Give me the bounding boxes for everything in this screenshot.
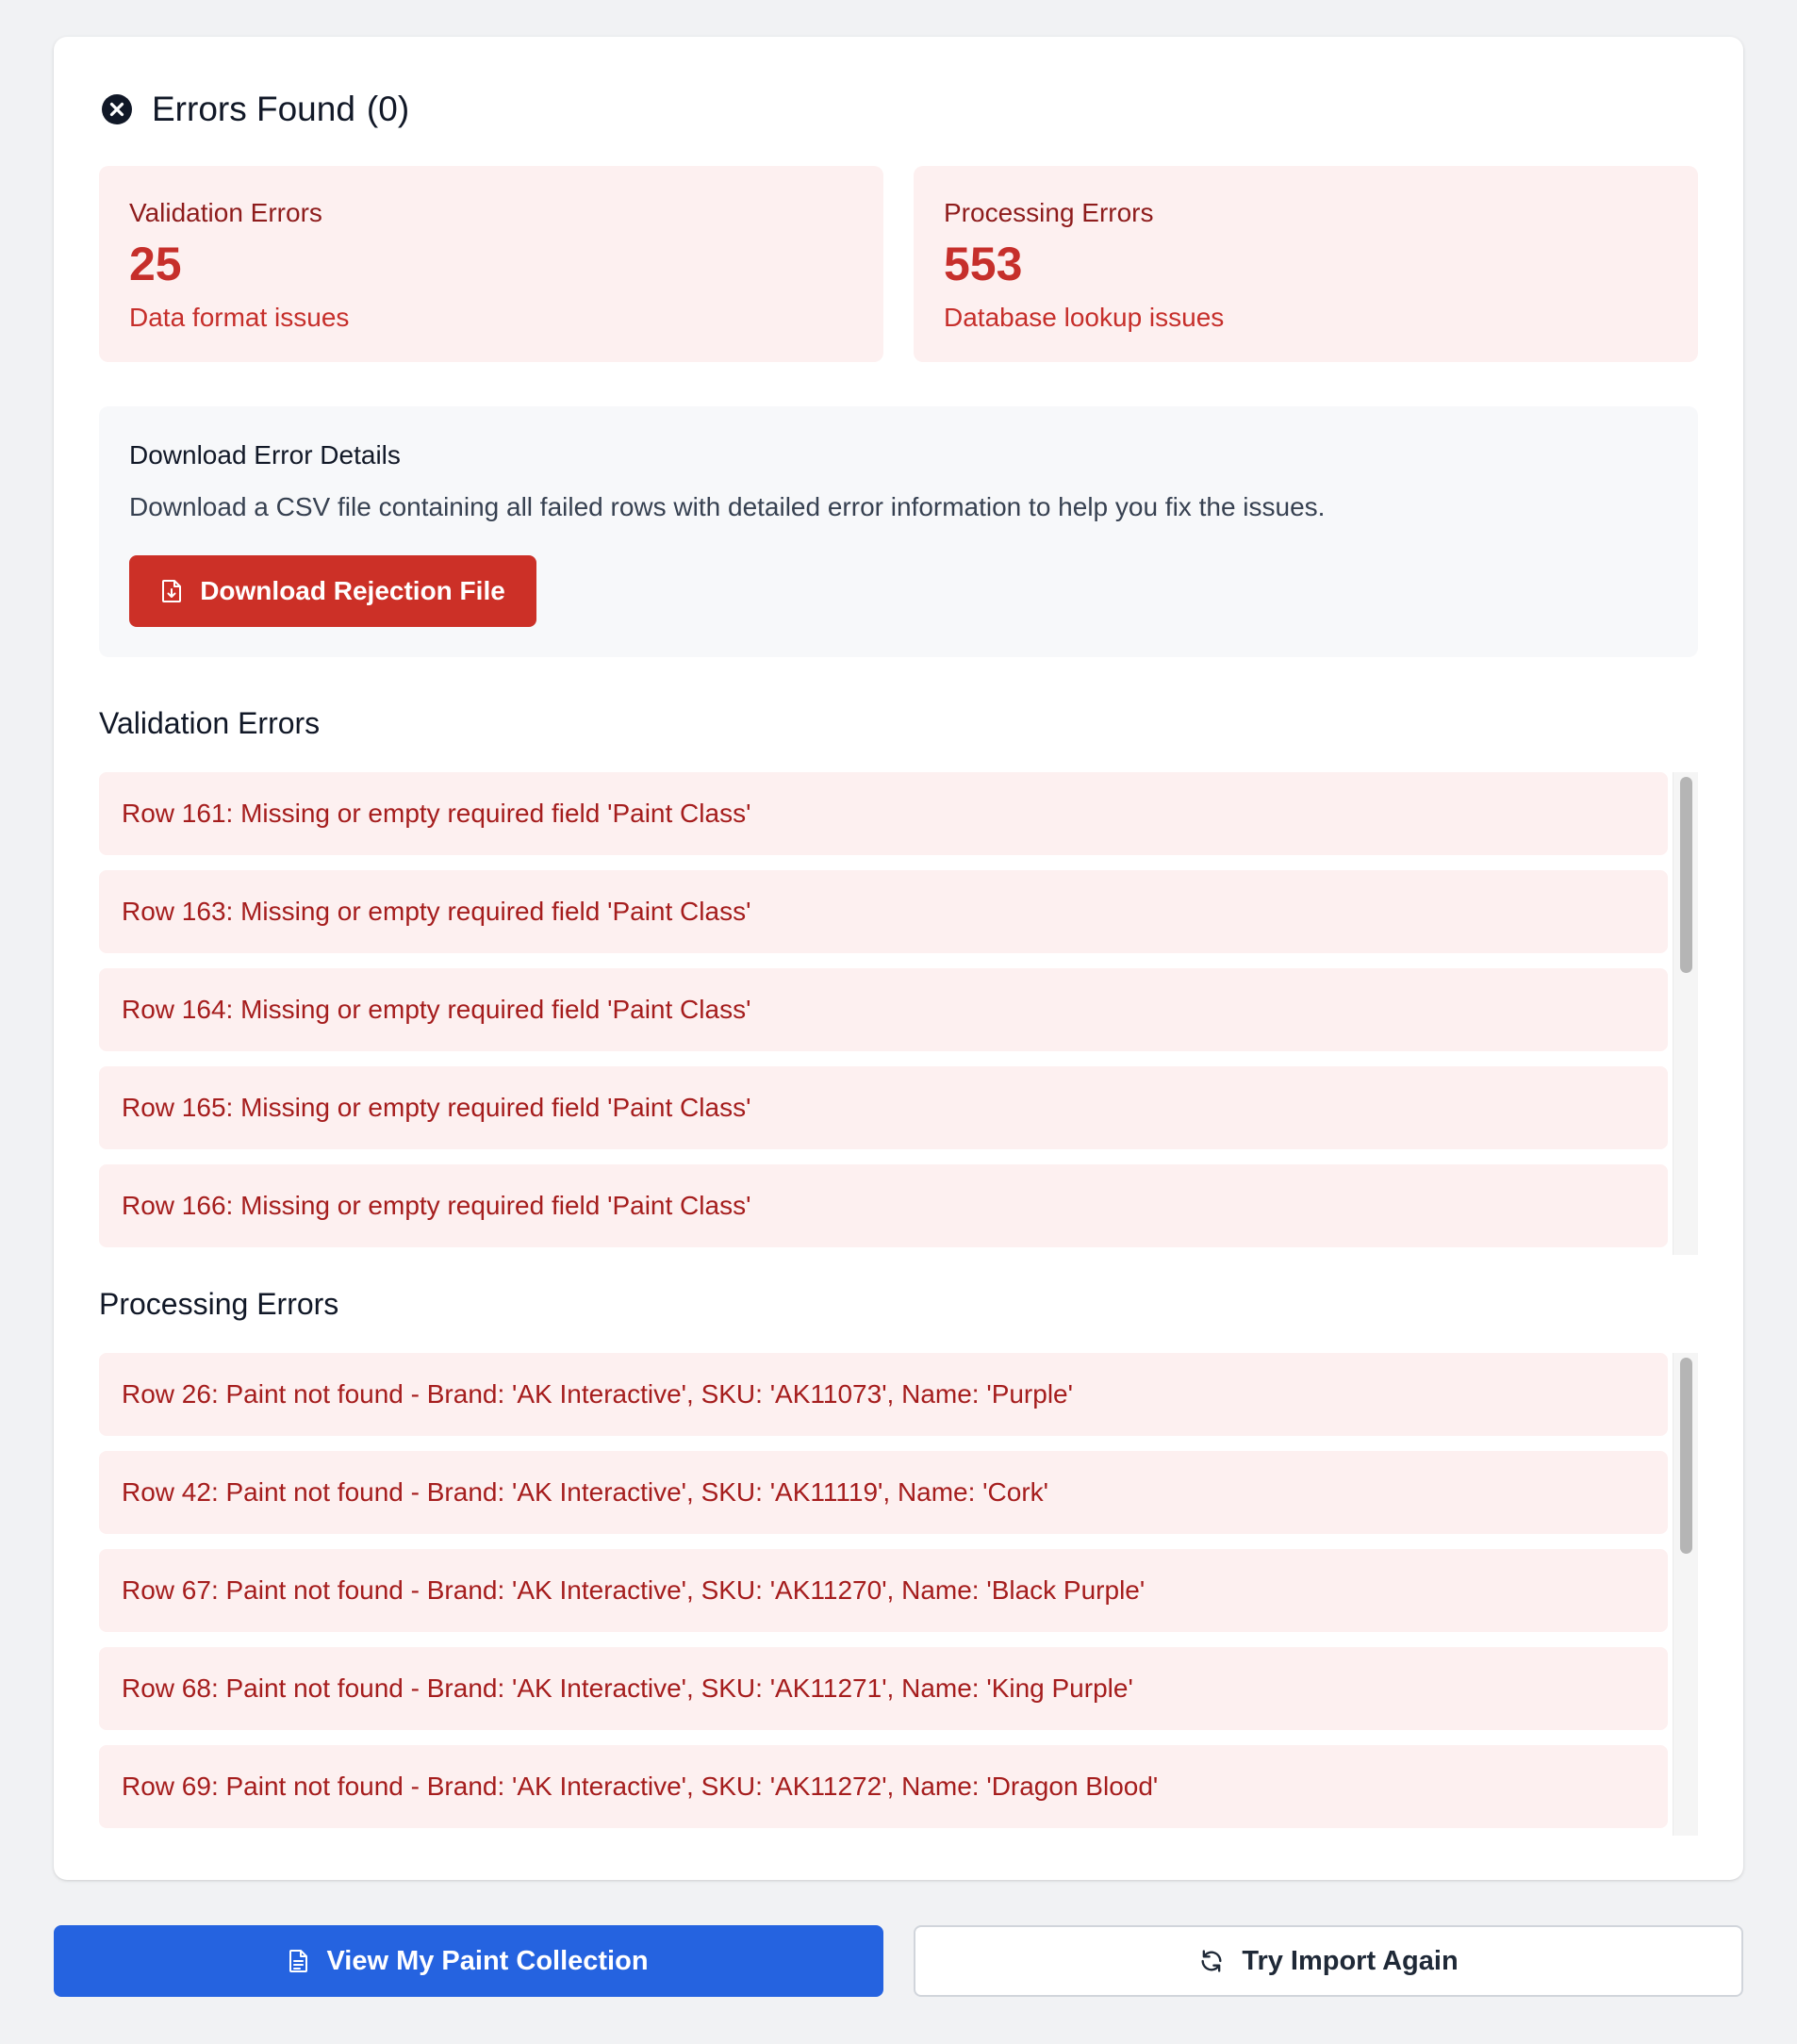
download-description: Download a CSV file containing all failed rows with detailed error information to help you fix the issues. [129, 492, 1326, 521]
import-results-card [54, 37, 1743, 1880]
file-download-icon [160, 579, 183, 603]
stat-value: 25 [129, 238, 182, 290]
error-list-item: Row 42: Paint not found - Brand: 'AK Interactive', SKU: 'AK11119', Name: 'Cork' [99, 1451, 1668, 1534]
download-rejection-file-button[interactable] [129, 555, 536, 627]
page-title: Errors Found (0) [152, 90, 410, 128]
error-list-item: Row 69: Paint not found - Brand: 'AK Interactive', SKU: 'AK11272', Name: 'Dragon Blood' [99, 1745, 1668, 1828]
download-title: Download Error Details [129, 440, 401, 470]
try-again-label: Try Import Again [1242, 1945, 1459, 1976]
error-list-item: Row 166: Missing or empty required field 'Paint Class' [99, 1164, 1668, 1247]
stat-label: Processing Errors [944, 198, 1154, 227]
validation-errors-list[interactable] [99, 772, 1698, 1255]
view-collection-label: View My Paint Collection [326, 1945, 649, 1976]
error-list-item: Row 164: Missing or empty required field 'Paint Class' [99, 968, 1668, 1051]
stat-value: 553 [944, 238, 1023, 290]
validation-errors-heading: Validation Errors [99, 706, 321, 740]
error-list-item: Row 165: Missing or empty required field 'Paint Class' [99, 1066, 1668, 1149]
x-circle-icon [101, 93, 133, 125]
processing-scrollbar[interactable] [1673, 1353, 1698, 1836]
view-paint-collection-button[interactable] [54, 1925, 883, 1997]
scrollbar-thumb[interactable] [1680, 777, 1692, 973]
processing-errors-list[interactable] [99, 1353, 1698, 1836]
document-icon [289, 1949, 309, 1973]
stat-description: Database lookup issues [944, 303, 1225, 332]
scrollbar-thumb[interactable] [1680, 1358, 1692, 1554]
processing-errors-stat [914, 166, 1698, 362]
error-count: (0) [366, 90, 410, 128]
refresh-icon [1198, 1948, 1225, 1974]
stat-label: Validation Errors [129, 198, 322, 227]
error-list-item: Row 67: Paint not found - Brand: 'AK Interactive', SKU: 'AK11270', Name: 'Black Purple' [99, 1549, 1668, 1632]
errors-header [101, 89, 409, 130]
processing-errors-heading: Processing Errors [99, 1287, 339, 1321]
download-error-details-panel [99, 406, 1698, 657]
validation-errors-stat [99, 166, 883, 362]
download-button-label: Download Rejection File [200, 576, 505, 605]
try-import-again-button[interactable] [914, 1925, 1743, 1997]
error-list-item: Row 68: Paint not found - Brand: 'AK Interactive', SKU: 'AK11271', Name: 'King Purple' [99, 1647, 1668, 1730]
error-list-item: Row 163: Missing or empty required field 'Paint Class' [99, 870, 1668, 953]
stat-description: Data format issues [129, 303, 350, 332]
error-list-item: Row 26: Paint not found - Brand: 'AK Interactive', SKU: 'AK11073', Name: 'Purple' [99, 1353, 1668, 1436]
validation-scrollbar[interactable] [1673, 772, 1698, 1255]
error-list-item: Row 161: Missing or empty required field 'Paint Class' [99, 772, 1668, 855]
